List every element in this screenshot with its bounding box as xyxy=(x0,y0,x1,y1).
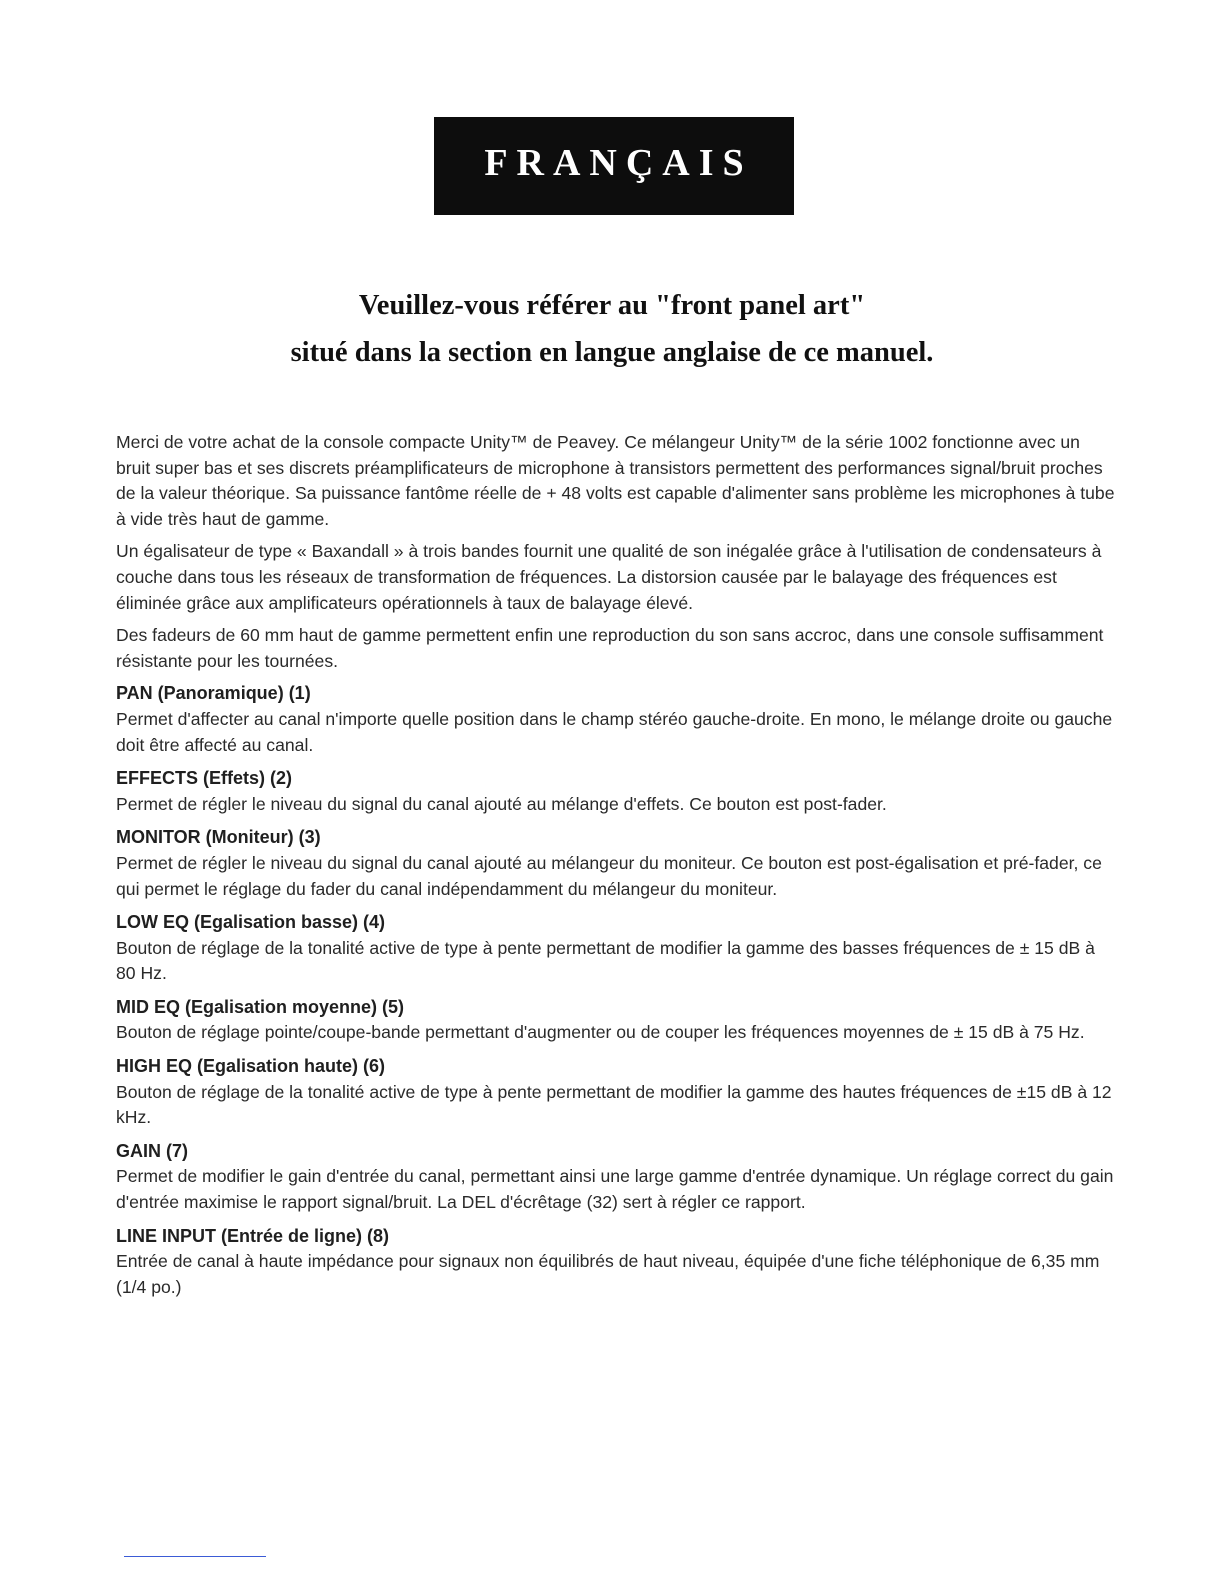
section-body: Permet de régler le niveau du signal du canal ajouté au mélange d'effets. Ce bouton est post-fader. xyxy=(116,793,887,814)
section-title: PAN (Panoramique) (1) xyxy=(116,683,311,704)
section-body: Permet de régler le niveau du signal du canal ajouté au mélangeur du moniteur. Ce bouton est post-égalisation et pré-fader, ce qui permet le réglage du fader du canal indépendamment du mélangeur du moniteur. xyxy=(116,852,1102,899)
intro-paragraph: Un égalisateur de type « Baxandall » à trois bandes fournit une qualité de son inégalée grâce à l'utilisation de condensateurs à couche dans tous les réseaux de transformation de fréquences. La distorsion causée par le balayage des fréquences est éliminée grâce aux amplificateurs opérationnels à taux de balayage élevé. xyxy=(116,541,1102,613)
section-title: HIGH EQ (Egalisation haute) (6) xyxy=(116,1056,386,1077)
heading-line-2: situé dans la section en langue anglaise de ce manuel. xyxy=(290,337,934,368)
manual-content xyxy=(116,430,1116,1308)
section-title: EFFECTS (Effets) (2) xyxy=(116,768,293,789)
section-title: LOW EQ (Egalisation basse) (4) xyxy=(116,912,386,933)
intro-paragraph: Des fadeurs de 60 mm haut de gamme permettent enfin une reproduction du son sans accroc, dans une console suffisamment résistante pour les tournées. xyxy=(116,625,1104,671)
section-body: Permet d'affecter au canal n'importe quelle position dans le champ stéréo gauche-droite. En mono, le mélange droite ou gauche doit être affecté au canal. xyxy=(116,708,1113,755)
section-effects xyxy=(116,766,1116,817)
section-body: Bouton de réglage de la tonalité active de type à pente permettant de modifier la gamme des hautes fréquences de ±15 dB à 12 kHz. xyxy=(116,1081,1112,1128)
heading-line-1: Veuillez-vous référer au "front panel art" xyxy=(358,290,866,321)
banner-title: FRANÇAIS xyxy=(484,142,753,184)
section-body: Bouton de réglage de la tonalité active de type à pente permettant de modifier la gamme des basses fréquences de ± 15 dB à 80 Hz. xyxy=(116,937,1095,984)
section-monitor xyxy=(116,825,1116,902)
section-low-eq xyxy=(116,910,1116,987)
footer-divider xyxy=(124,1556,266,1557)
section-mid-eq xyxy=(116,995,1116,1046)
section-gain xyxy=(116,1139,1116,1216)
section-title: LINE INPUT (Entrée de ligne) (8) xyxy=(116,1225,390,1246)
section-title: MONITOR (Moniteur) (3) xyxy=(116,827,321,848)
section-high-eq xyxy=(116,1054,1116,1131)
section-pan xyxy=(116,681,1116,758)
section-body: Permet de modifier le gain d'entrée du canal, permettant ainsi une large gamme d'entrée dynamique. Un réglage correct du gain d'entrée maximise le rapport signal/bruit. La DEL d'écrêtage (32) sert à régler ce rapport. xyxy=(116,1166,1114,1213)
section-title: MID EQ (Egalisation moyenne) (5) xyxy=(116,996,405,1017)
section-body: Bouton de réglage pointe/coupe-bande permettant d'augmenter ou de couper les fréquences moyennes de ± 15 dB à 75 Hz. xyxy=(116,1022,1085,1043)
section-body: Entrée de canal à haute impédance pour signaux non équilibrés de haut niveau, équipée d'une fiche téléphonique de 6,35 mm (1/4 po.) xyxy=(116,1251,1100,1297)
section-title: GAIN (7) xyxy=(116,1140,188,1161)
language-banner xyxy=(434,117,794,215)
section-line-input xyxy=(116,1224,1116,1301)
intro-paragraph: Merci de votre achat de la console compacte Unity™ de Peavey. Ce mélangeur Unity™ de la série 1002 fonctionne avec un bruit super bas et ses discrets préamplificateurs de microphone à transistors permettent des performances signal/bruit proches de la valeur théorique. Sa puissance fantôme réelle de + 48 volts est capable d'alimenter sans problème les microphones à tube à vide très haut de gamme. xyxy=(116,432,1115,529)
